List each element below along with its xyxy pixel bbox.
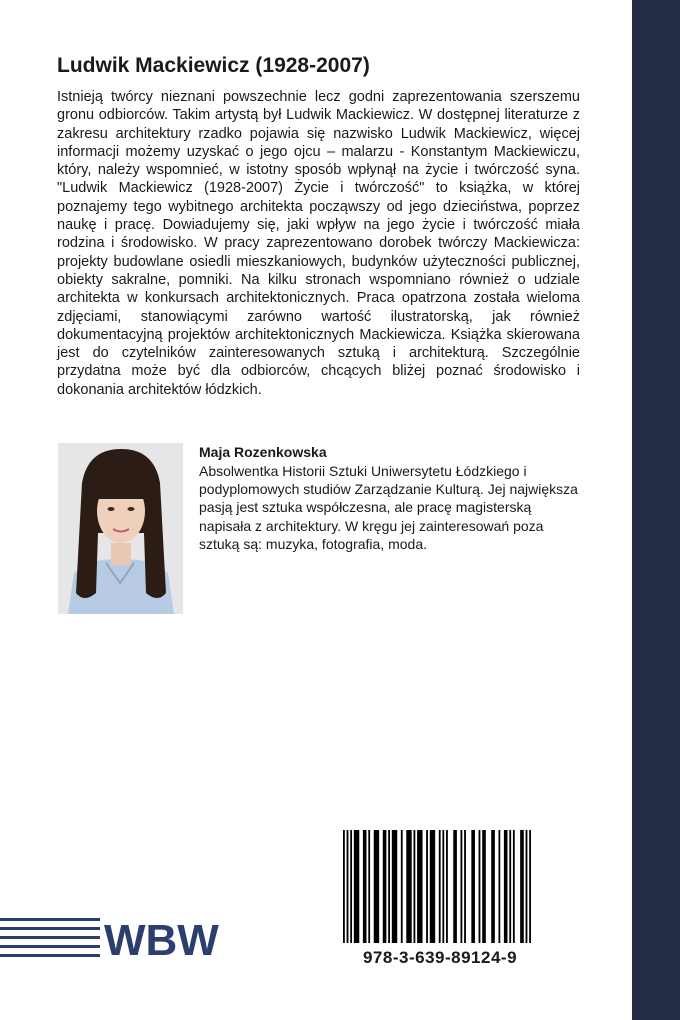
barcode-bar — [368, 830, 370, 943]
isbn-barcode — [343, 830, 531, 943]
barcode-bar — [354, 830, 359, 943]
barcode-bar — [446, 830, 448, 943]
barcode-bar — [479, 830, 481, 943]
barcode-bar — [513, 830, 515, 943]
author-name: Maja Rozenkowska — [199, 444, 327, 460]
book-description: Istnieją twórcy nieznani powszechnie lecz godni zaprezentowania szerszemu gronu odbiorców. Takim artystą był Ludwik Mackiewicz. W dostępnej literaturze z zakresu architektury rzadko pojawia się nazwisko Ludwik Mackiewicz, więcej informacji możemy uzyskać o jego ojcu – malarzu - Konstantym Mackiewiczu, który, należy wspomnieć, w istotny sposób wpłynął na życie i twórczość syna. "Ludwik Mackiewicz (1928-2007) Życie i twórczość" to książka, w której poznajemy tego wybitnego architekta począwszy od jego dzieciństwa, poprzez naukę i pracę. Dowiadujemy się, jaki wpływ na jego życie i twórczość miała rodzina i środowisko. W pracy zaprezentowano dorobek twórczy Mackiewicza: projekty budowlane osiedli mieszkaniowych, budynków użyteczności publicznej, obiekty sakralne, pomniki. Na kilku stronach wspomniano również o udziale architekta w konkursach architektonicznych. Praca opatrzona została wieloma zdjęciami, stanowiącymi zarówno wartość ilustratorską, jak również dokumentacyjną projektów architektonicznych Mackiewicza. Książka skierowana jest do czytelników zainteresowanych sztuką i architekturą. Szczególnie przydatna może być dla odbiorców, chcących bliżej poznać środowisko i dokonania architektów łódzkich. — [57, 89, 580, 398]
barcode-bar — [388, 830, 390, 943]
barcode-bar — [526, 830, 528, 943]
barcode-bar — [426, 830, 428, 943]
book-title: Ludwik Mackiewicz (1928-2007) — [57, 54, 370, 77]
barcode-bar — [401, 830, 403, 943]
publisher-logo-text: WBW — [104, 916, 219, 965]
barcode-bar — [461, 830, 463, 943]
barcode-bar — [464, 830, 466, 943]
barcode-bar — [520, 830, 524, 943]
barcode-bar — [439, 830, 441, 943]
publisher-logo — [0, 905, 250, 967]
barcode-bar — [374, 830, 379, 943]
barcode-bar — [482, 830, 486, 943]
barcode-bar — [442, 830, 444, 943]
barcode-bar — [414, 830, 416, 943]
barcode-bar — [347, 830, 349, 943]
barcode-bar — [417, 830, 422, 943]
barcode-bar — [504, 830, 508, 943]
barcode-bar — [529, 830, 531, 943]
barcode-bar — [392, 830, 397, 943]
barcode-bar — [453, 830, 457, 943]
barcode-bar — [363, 830, 367, 943]
barcode-bar — [471, 830, 475, 943]
isbn-number: 978-3-639-89124-9 — [362, 948, 518, 967]
author-bio: Absolwentka Historii Sztuki Uniwersytetu Łódzkiego i podyplomowych studiów Zarządzanie Kulturą. Jej największa pasją jest sztuka współczesna, ale pracę magisterską napisała z architektury. W kręgu jej zainteresowań poza sztuką są: muzyka, fotografia, moda. — [199, 463, 578, 552]
barcode-bar — [406, 830, 411, 943]
barcode-bar — [509, 830, 511, 943]
barcode-bar — [383, 830, 387, 943]
cover-spine — [632, 0, 680, 1020]
barcode-bar — [343, 830, 345, 943]
author-photo — [58, 443, 183, 614]
barcode-bar — [498, 830, 500, 943]
barcode-bar — [491, 830, 495, 943]
barcode-bar — [430, 830, 435, 943]
barcode-bar — [350, 830, 352, 943]
